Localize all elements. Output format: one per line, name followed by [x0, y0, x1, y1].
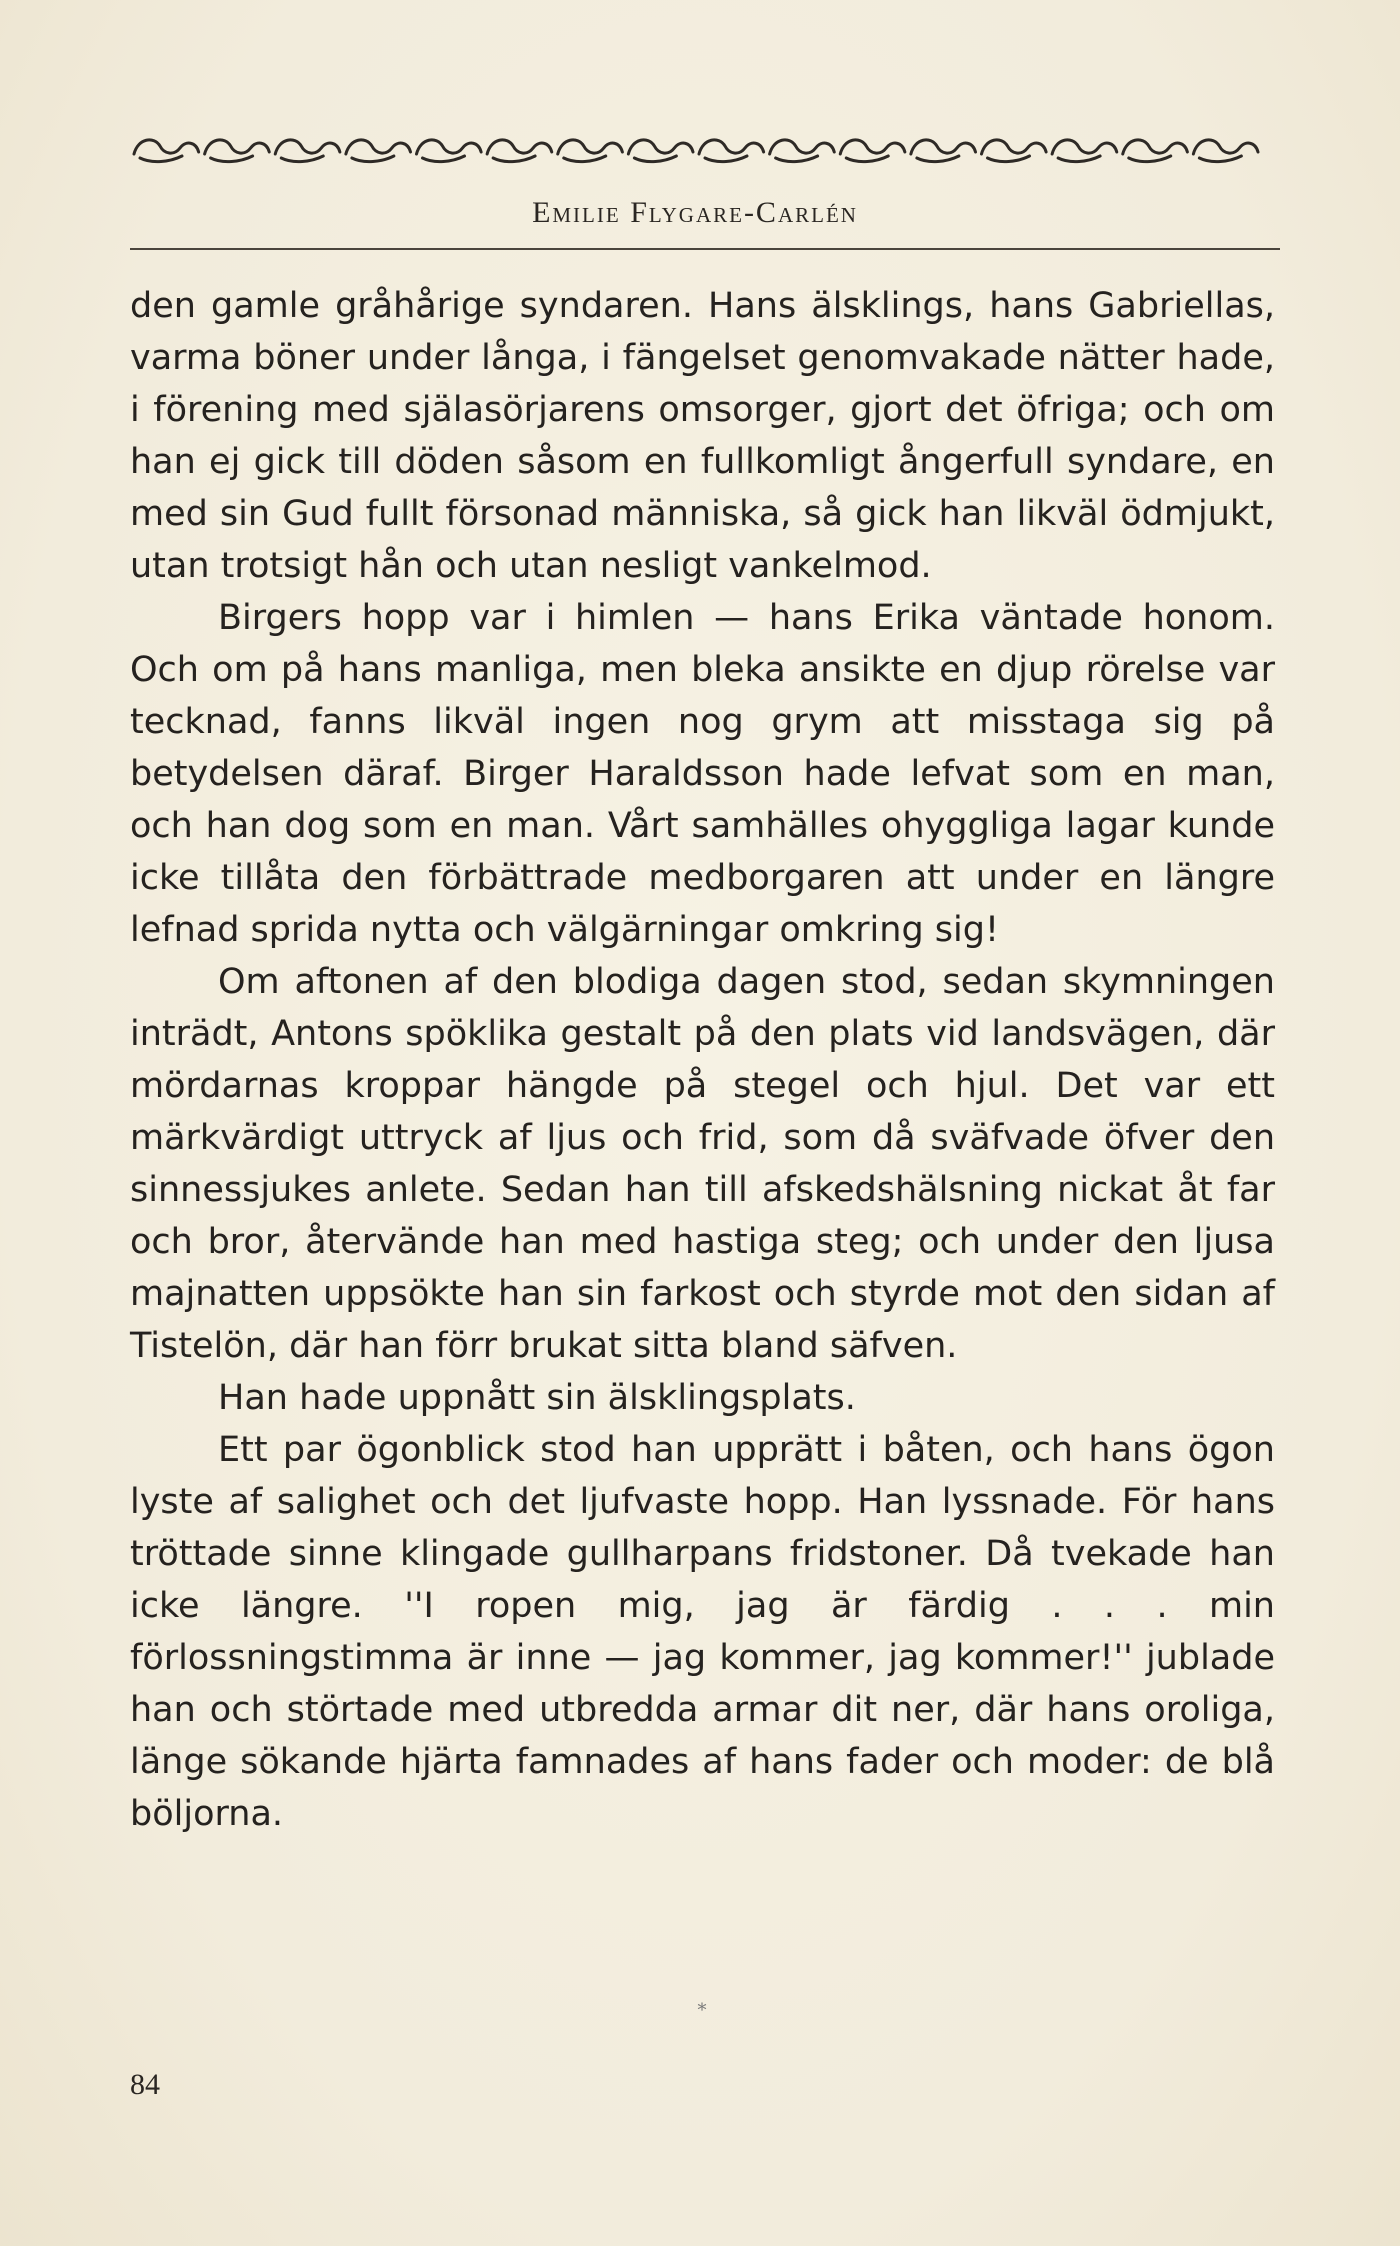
running-head: Emilie Flygare-Carlén	[532, 196, 858, 229]
ornament-scroll	[1193, 140, 1258, 162]
paragraph: Ett par ögonblick stod han upprätt i båten, och hans ögon lyste af salighet och det ljufvaste hopp. Han lyssnade. För hans tröttade sinne klingade gullharpans fridstoner. Då tvekade han icke längre. ''I ropen mig, jag är färdig . . . min förlossningstimma är inne — jag kommer, jag kommer!'' jublade han och störtade med utbredda armar dit ner, där hans oroliga, länge sökande hjärta famnades af hans fader och moder: de blå böljorna.	[130, 1430, 1275, 1834]
ornament-scroll	[628, 140, 693, 162]
ornament-scroll	[1052, 140, 1117, 162]
paragraph: Birgers hopp var i himlen — hans Erika väntade honom. Och om på hans manliga, men bleka ansikte en djup rörelse var tecknad, fanns likväl ingen nog grym att misstaga sig på betydelsen däraf. Birger Haraldsson hade lefvat som en man, och han dog som en man. Vårt samhälles ohyggliga lagar kunde icke tillåta den förbättrade medborgaren att under en längre lefnad sprida nytta och välgärningar omkring sig!	[130, 598, 1275, 950]
ornament-scroll	[982, 140, 1047, 162]
paragraph: Han hade uppnått sin älsklingsplats.	[218, 1378, 856, 1418]
ornament-scroll	[134, 140, 199, 162]
ornament-scroll	[346, 140, 411, 162]
page-number: 84	[130, 2068, 160, 2101]
ornament-scroll	[770, 140, 835, 162]
ornament-scroll	[558, 140, 623, 162]
ornament-scroll	[699, 140, 764, 162]
end-mark: *	[697, 2000, 707, 2021]
paragraph: Om aftonen af den blodiga dagen stod, sedan skymningen inträdt, Antons spöklika gestalt på den plats vid landsvägen, där mördarnas kroppar hängde på stegel och hjul. Det var ett märkvärdigt uttryck af ljus och frid, som då sväfvade öfver den sinnessjukes anlete. Sedan han till afskedshälsning nickat åt far och bror, återvände han med hastiga steg; och under den ljusa majnatten uppsökte han sin farkost och styrde mot den sidan af Tistelön, där han förr brukat sitta bland säfven.	[130, 962, 1275, 1366]
header-rule	[130, 248, 1280, 250]
ornament-scroll	[275, 140, 340, 162]
ornament-scroll	[840, 140, 905, 162]
header-ornament-icon	[130, 130, 1260, 170]
ornament-scroll	[1123, 140, 1188, 162]
ornament-scroll	[487, 140, 552, 162]
ornament-scroll	[417, 140, 482, 162]
paragraph: den gamle gråhårige syndaren. Hans älsklings, hans Gabriellas, varma böner under långa, i fängelset genomvakade nätter hade, i förening med själasörjarens omsorger, gjort det öfriga; och om han ej gick till döden såsom en fullkomligt ångerfull syndare, en med sin Gud fullt försonad människa, så gick han likväl ödmjukt, utan trotsigt hån och utan nesligt vankelmod.	[130, 286, 1275, 586]
body-text	[130, 280, 1275, 1840]
ornament-scroll	[911, 140, 976, 162]
ornament-scroll	[205, 140, 270, 162]
